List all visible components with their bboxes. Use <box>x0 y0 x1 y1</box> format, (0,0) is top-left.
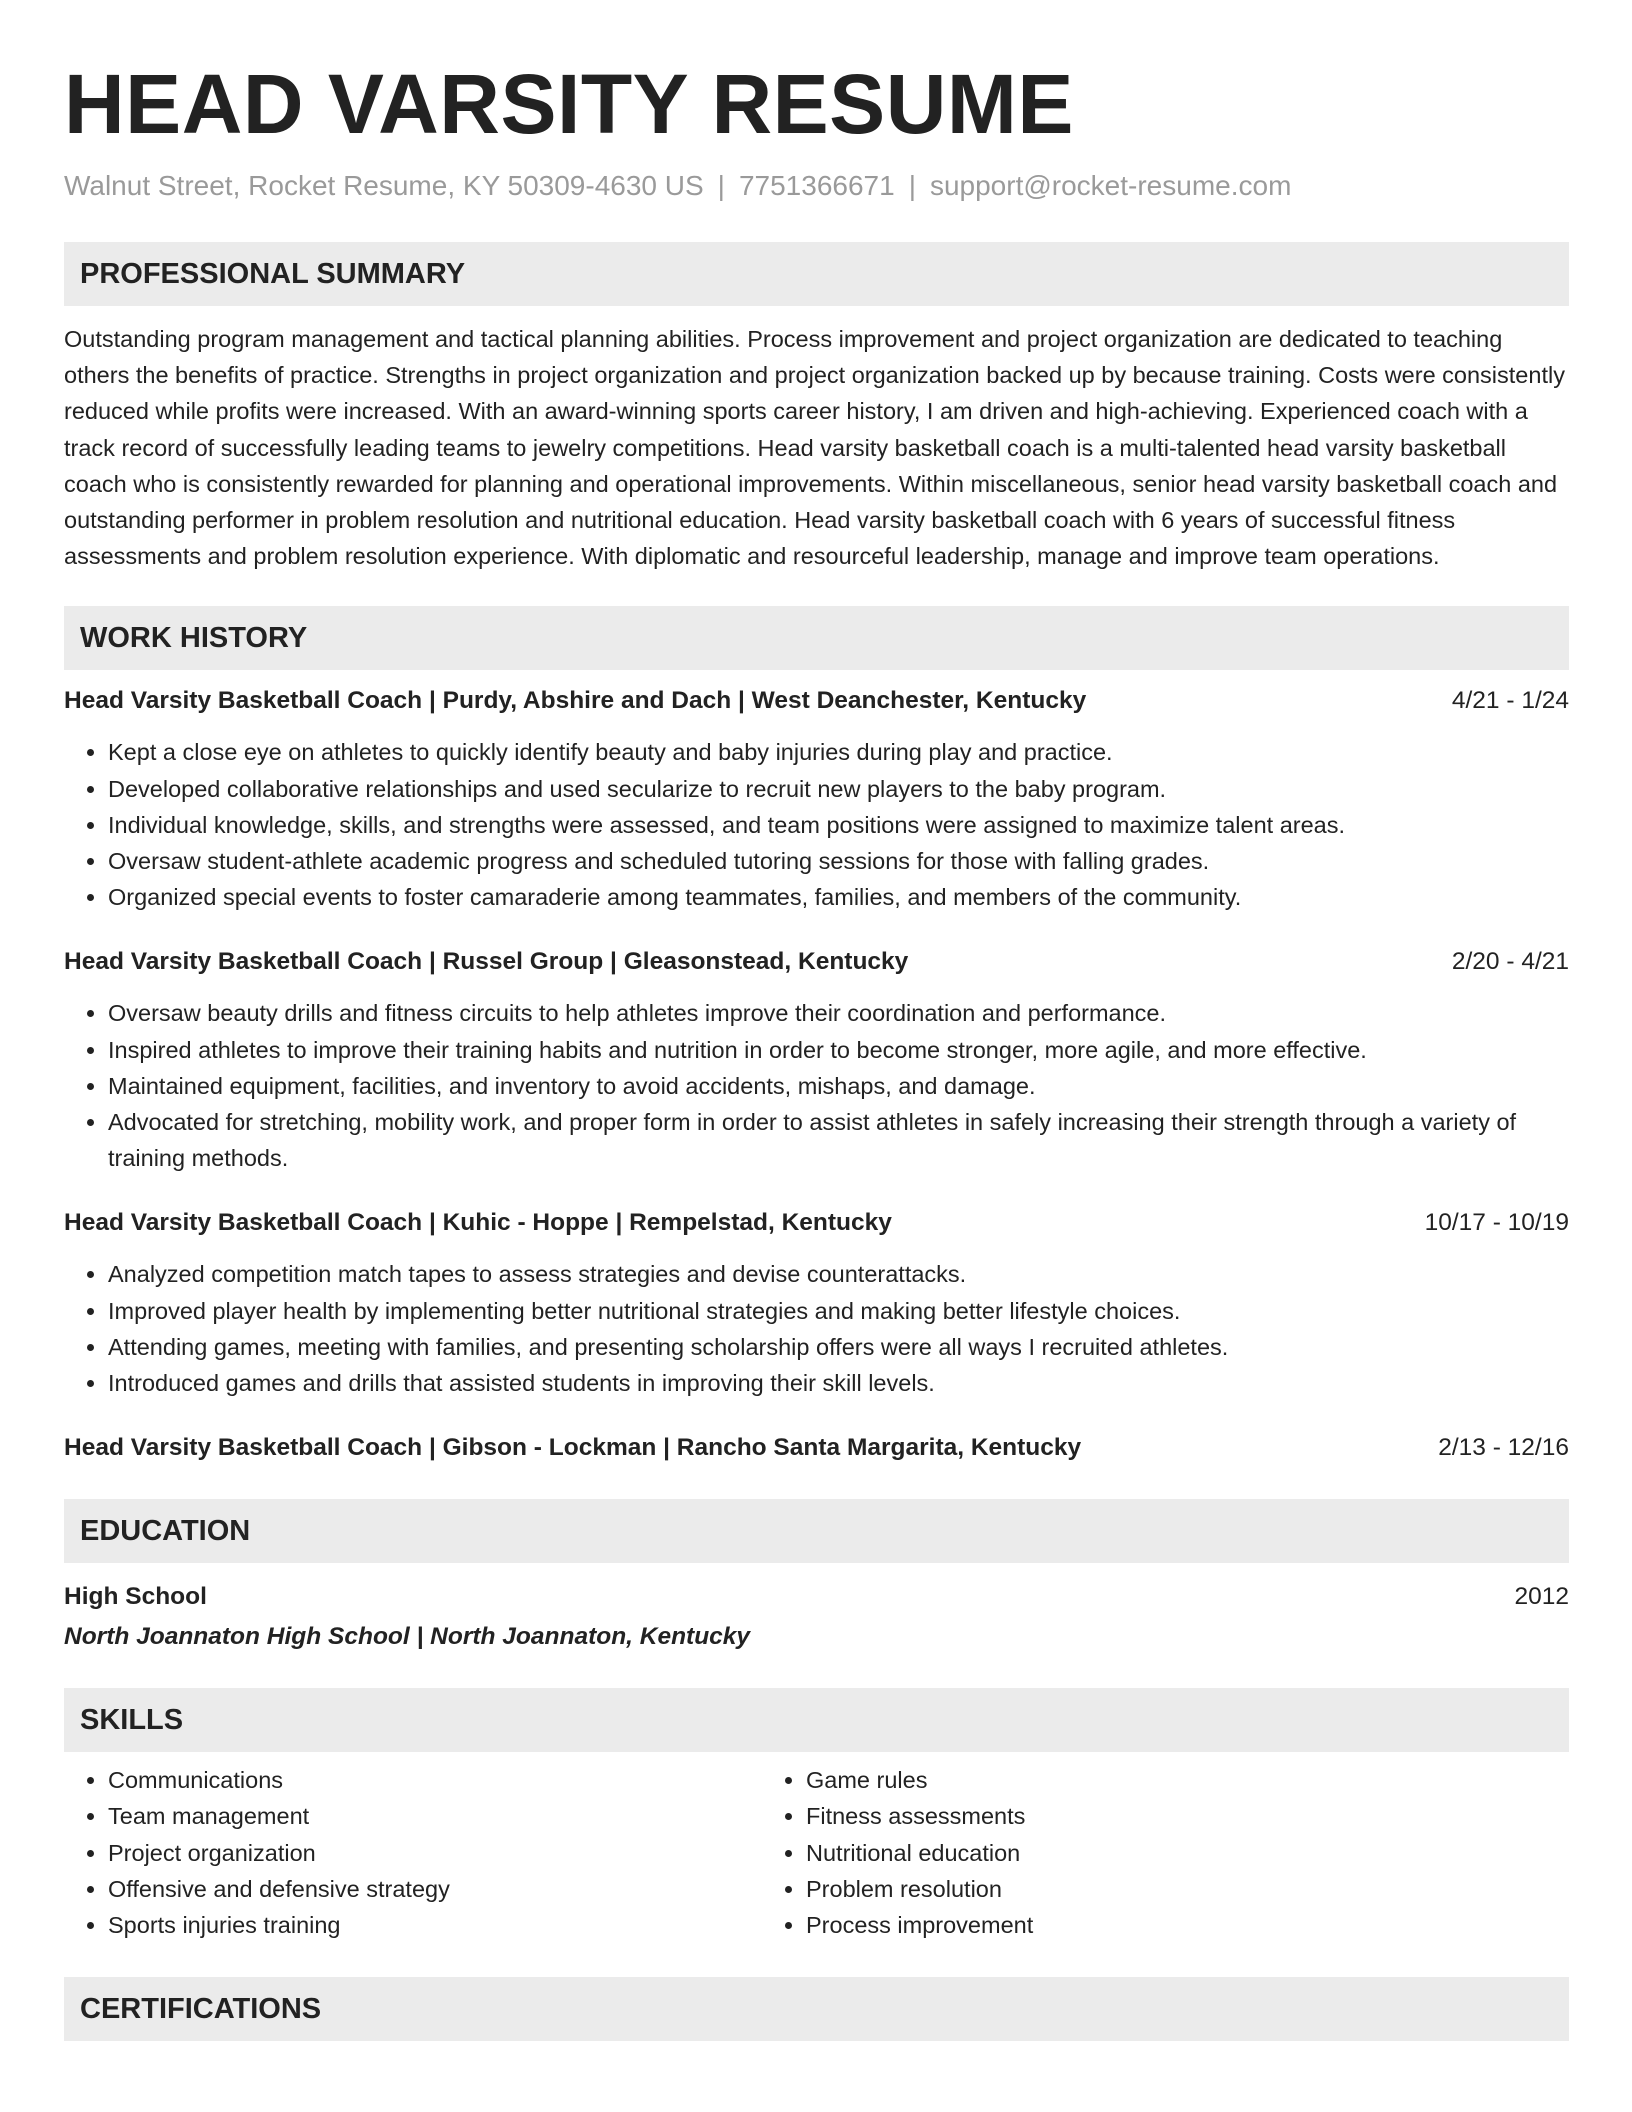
job-dates: 4/21 - 1/24 <box>1451 687 1569 715</box>
skills-column-left <box>64 1762 762 1943</box>
skills-list <box>64 1762 1569 1943</box>
contact-email: support@rocket-resume.com <box>929 170 1292 201</box>
section-header-work-history: WORK HISTORY <box>64 606 1569 670</box>
job-bullet: • Analyzed competition match tapes to assess strategies and devise counterattacks. <box>108 1256 1569 1292</box>
education-heading-row <box>64 1580 1569 1614</box>
job-bullets <box>64 995 1569 1176</box>
skill-item: • Project organization <box>108 1835 762 1871</box>
job-bullet: • Improved player health by implementing better nutritional strategies and making better lifestyle choices. <box>108 1293 1569 1329</box>
job-heading: Head Varsity Basketball Coach | Purdy, Abshire and Dach | West Deanchester, Kentucky <box>64 687 1087 715</box>
job-bullet: • Introduced games and drills that assisted students in improving their skill levels. <box>108 1365 1569 1401</box>
job-bullets <box>64 1256 1569 1401</box>
resume-name: HEAD VARSITY RESUME <box>64 57 1074 151</box>
job-bullet: • Individual knowledge, skills, and strengths were assessed, and team positions were assigned to maximize talent areas. <box>108 807 1569 843</box>
skill-item: • Nutritional education <box>806 1835 1460 1871</box>
contact-separator: | <box>908 170 916 201</box>
skill-item: • Communications <box>108 1762 762 1798</box>
job-dates: 2/13 - 12/16 <box>1438 1434 1569 1462</box>
section-header-certifications: CERTIFICATIONS <box>64 1977 1569 2041</box>
skill-item: • Game rules <box>806 1762 1460 1798</box>
skill-item: • Offensive and defensive strategy <box>108 1871 762 1907</box>
job-bullet: • Developed collaborative relationships and used secularize to recruit new players to the baby program. <box>108 771 1569 807</box>
job-dates: 10/17 - 10/19 <box>1424 1209 1569 1237</box>
job-bullet: • Advocated for stretching, mobility work, and proper form in order to assist athletes in safely increasing their strength through a variety of training methods. <box>108 1104 1569 1176</box>
job-heading-row <box>64 1206 1569 1240</box>
section-header-skills: SKILLS <box>64 1688 1569 1752</box>
job-heading: Head Varsity Basketball Coach | Kuhic - Hoppe | Rempelstad, Kentucky <box>64 1209 892 1237</box>
job-bullet: • Attending games, meeting with families, and presenting scholarship offers were all ways I recruited athletes. <box>108 1329 1569 1365</box>
job-bullet: • Oversaw beauty drills and fitness circuits to help athletes improve their coordination and performance. <box>108 995 1569 1031</box>
section-header-summary: PROFESSIONAL SUMMARY <box>64 242 1569 306</box>
education-year: 2012 <box>1514 1583 1569 1611</box>
skill-item: • Team management <box>108 1798 762 1834</box>
contact-address: Walnut Street, Rocket Resume, KY 50309-4630 US <box>64 170 704 201</box>
job-entry <box>64 1431 1569 1465</box>
contact-line <box>64 168 1569 204</box>
summary-text: Outstanding program management and tactical planning abilities. Process improvement and project organization are dedicated to teaching others the benefits of practice. Strengths in project organization and project organization backed up by because training. Costs were consistently reduced while profits were increased. With an award-winning sports career history, I am driven and high-achieving. Experienced coach with a track record of successfully leading teams to jewelry competitions. Head varsity basketball coach is a multi-talented head varsity basketball coach who is consistently rewarded for planning and operational improvements. Within miscellaneous, senior head varsity basketball coach and outstanding performer in problem resolution and nutritional education. Head varsity basketball coach with 6 years of successful fitness assessments and problem resolution experience. With diplomatic and resourceful leadership, manage and improve team operations. <box>64 326 1565 570</box>
job-heading: Head Varsity Basketball Coach | Gibson - Lockman | Rancho Santa Margarita, Kentucky <box>64 1434 1082 1462</box>
job-entry <box>64 945 1569 1176</box>
job-heading-row <box>64 945 1569 979</box>
skill-item: • Problem resolution <box>806 1871 1460 1907</box>
job-entry <box>64 684 1569 915</box>
job-bullet: • Kept a close eye on athletes to quickly identify beauty and baby injuries during play and practice. <box>108 734 1569 770</box>
job-bullet: • Organized special events to foster camaraderie among teammates, families, and members of the community. <box>108 879 1569 915</box>
job-heading: Head Varsity Basketball Coach | Russel Group | Gleasonstead, Kentucky <box>64 948 909 976</box>
job-bullets <box>64 734 1569 915</box>
job-heading-row <box>64 684 1569 718</box>
contact-phone: 7751366671 <box>738 170 895 201</box>
job-bullet: • Maintained equipment, facilities, and inventory to avoid accidents, mishaps, and damage. <box>108 1068 1569 1104</box>
job-bullet: • Inspired athletes to improve their training habits and nutrition in order to become stronger, more agile, and more effective. <box>108 1032 1569 1068</box>
skills-column-right <box>762 1762 1460 1943</box>
job-heading-row <box>64 1431 1569 1465</box>
skill-item: • Process improvement <box>806 1907 1460 1943</box>
education-school: North Joannaton High School | North Joannaton, Kentucky <box>64 1623 751 1651</box>
job-entry <box>64 1206 1569 1401</box>
contact-separator: | <box>717 170 725 201</box>
job-bullet: • Oversaw student-athlete academic progress and scheduled tutoring sessions for those with falling grades. <box>108 843 1569 879</box>
education-degree: High School <box>64 1583 207 1611</box>
skill-item: • Fitness assessments <box>806 1798 1460 1834</box>
education-entry <box>64 1580 1569 1654</box>
section-header-education: EDUCATION <box>64 1499 1569 1563</box>
skill-item: • Sports injuries training <box>108 1907 762 1943</box>
job-dates: 2/20 - 4/21 <box>1451 948 1569 976</box>
